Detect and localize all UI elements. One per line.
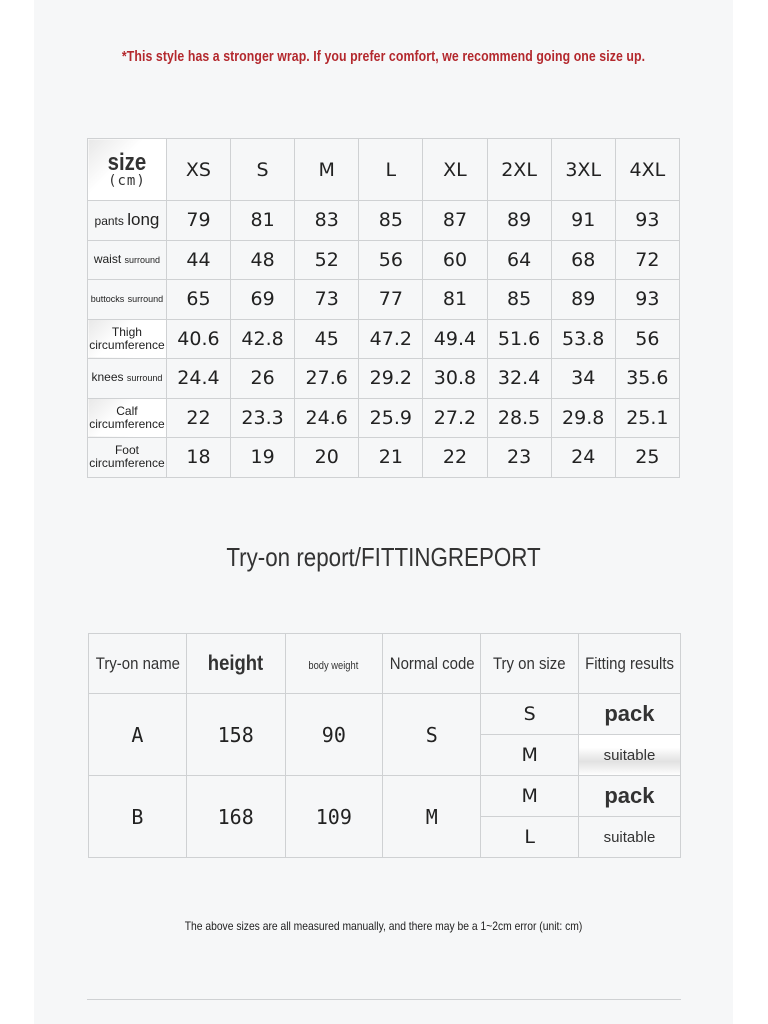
row-label-calf [88,398,167,438]
row-label-knee [88,359,167,399]
table-cell: 49.4 [423,319,487,359]
header-label: height [207,651,264,675]
table-cell: 47.2 [359,319,423,359]
try-on-name-cell: B [89,776,187,858]
row-label-part: circumference [89,416,165,431]
table-cell: 77 [359,280,423,320]
table-row [88,201,680,241]
normal-code-cell: M [383,776,481,858]
row-label-part: circumference [89,337,165,352]
size-col-xs: XS [166,139,230,201]
size-col-l: L [359,139,423,201]
fit-result-cell: pack [578,776,680,817]
fit-result-cell: suitable [578,817,680,858]
row-label-part: circumference [89,456,165,471]
table-row [89,694,681,735]
table-cell: 29.2 [359,359,423,399]
row-label-part: Calf [116,403,138,418]
table-cell: 18 [166,438,230,478]
size-table-header-row [88,139,680,201]
table-cell: 29.8 [551,398,615,438]
table-cell: 68 [551,240,615,280]
table-cell: 22 [166,398,230,438]
table-cell: 19 [231,438,295,478]
row-label-part: pants [94,213,124,228]
size-header-label: size [107,148,147,176]
header-label: Fitting results [584,654,674,673]
row-label-foot [88,438,167,478]
table-cell: 85 [487,280,551,320]
table-cell: 64 [487,240,551,280]
row-label-part: Thigh [111,324,142,339]
table-cell: 27.6 [295,359,359,399]
bottom-divider [87,999,681,1000]
table-cell: 79 [166,201,230,241]
size-table [87,138,680,478]
table-cell: 91 [551,201,615,241]
row-label-part: buttocks [90,294,125,305]
table-cell: 85 [359,201,423,241]
header-try-on-size [481,634,578,694]
table-cell: 32.4 [487,359,551,399]
table-cell: 42.8 [231,319,295,359]
header-label: Try-on name [95,654,180,673]
table-cell: 35.6 [615,359,679,399]
row-label-part: surround [124,254,161,265]
table-cell: 34 [551,359,615,399]
table-row [88,240,680,280]
size-col-3xl: 3XL [551,139,615,201]
normal-code-cell: S [383,694,481,776]
row-label-pants-length [88,201,167,241]
row-label-part: Foot [114,443,139,458]
table-row [88,280,680,320]
header-body-weight [285,634,383,694]
weight-cell: 109 [285,776,383,858]
table-cell: 65 [166,280,230,320]
table-cell: 20 [295,438,359,478]
row-label-part: knees [91,370,124,385]
size-col-2xl: 2XL [487,139,551,201]
size-col-4xl: 4XL [615,139,679,201]
header-height [186,634,285,694]
header-normal-code [383,634,481,694]
size-header-cell [88,139,167,201]
header-fitting-results [578,634,680,694]
try-on-name-cell: A [89,694,187,776]
row-label-waist [88,240,167,280]
table-cell: 48 [231,240,295,280]
table-cell: 73 [295,280,359,320]
fitting-report-title: Try-on report/FITTINGREPORT [226,542,541,572]
sizing-notice: *This style has a stronger wrap. If you prefer comfort, we recommend going one size up. [121,48,646,65]
height-cell: 168 [186,776,285,858]
fitting-report-table [88,633,681,858]
table-cell: 40.6 [166,319,230,359]
table-cell: 22 [423,438,487,478]
table-cell: 51.6 [487,319,551,359]
header-label: Normal code [389,654,475,673]
table-cell: 93 [615,201,679,241]
table-cell: 52 [295,240,359,280]
table-cell: 83 [295,201,359,241]
table-cell: 21 [359,438,423,478]
table-cell: 23.3 [231,398,295,438]
row-label-part: waist [93,251,122,266]
table-cell: 24 [551,438,615,478]
table-cell: 69 [231,280,295,320]
try-size-cell: M [481,776,578,817]
table-cell: 30.8 [423,359,487,399]
table-cell: 25.1 [615,398,679,438]
table-cell: 81 [423,280,487,320]
table-cell: 56 [359,240,423,280]
row-label-part: surround [127,294,164,305]
table-cell: 60 [423,240,487,280]
table-cell: 56 [615,319,679,359]
table-cell: 87 [423,201,487,241]
table-cell: 53.8 [551,319,615,359]
report-header-row [89,634,681,694]
size-col-xl: XL [423,139,487,201]
table-cell: 89 [551,280,615,320]
table-cell: 26 [231,359,295,399]
table-row [88,398,680,438]
fit-result-cell: pack [578,694,680,735]
try-size-cell: S [481,694,578,735]
table-cell: 72 [615,240,679,280]
table-cell: 81 [231,201,295,241]
table-cell: 28.5 [487,398,551,438]
height-cell: 158 [186,694,285,776]
weight-cell: 90 [285,694,383,776]
fit-result-cell: suitable [578,735,680,776]
try-size-cell: L [481,817,578,858]
table-row [88,319,680,359]
size-col-s: S [231,139,295,201]
table-cell: 24.4 [166,359,230,399]
measurement-footnote: The above sizes are all measured manually, and there may be a 1~2cm error (unit: cm) [184,919,583,933]
table-cell: 93 [615,280,679,320]
row-label-part: surround [126,373,163,384]
row-label-thigh [88,319,167,359]
table-cell: 27.2 [423,398,487,438]
table-cell: 89 [487,201,551,241]
size-chart-page [34,0,733,1024]
size-col-m: M [295,139,359,201]
header-label: body weight [308,660,359,672]
table-row [88,359,680,399]
table-cell: 24.6 [295,398,359,438]
table-cell: 25.9 [359,398,423,438]
table-cell: 45 [295,319,359,359]
row-label-hips [88,280,167,320]
table-row [88,438,680,478]
table-cell: 25 [615,438,679,478]
header-label: Try on size [493,654,566,673]
try-size-cell: M [481,735,578,776]
table-row [89,776,681,817]
size-header-unit: (cm) [108,172,146,189]
table-cell: 23 [487,438,551,478]
row-label-part: long [127,209,160,229]
table-cell: 44 [166,240,230,280]
header-try-on-name [89,634,187,694]
